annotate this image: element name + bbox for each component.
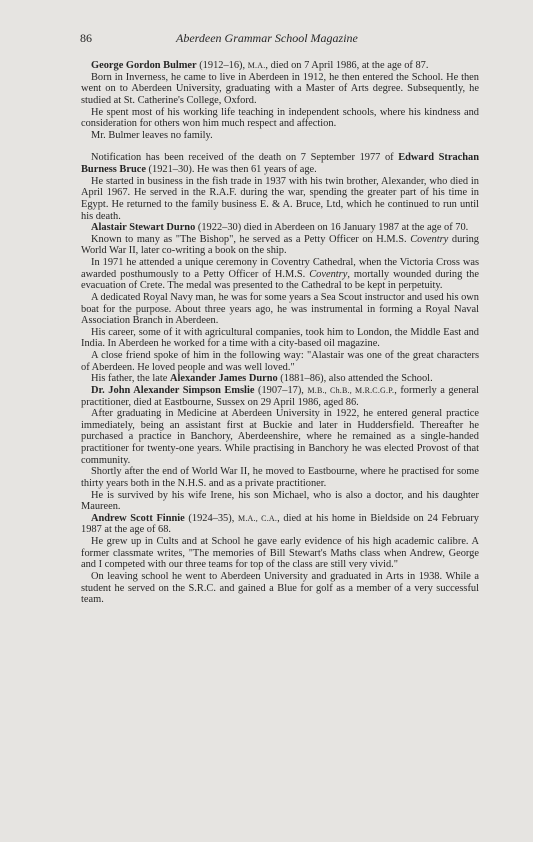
obituary-heading-bulmer: [81, 60, 479, 72]
page-header: [80, 31, 480, 45]
person-name: George Gordon Bulmer: [91, 60, 197, 71]
person-name: Dr. John Alexander Simpson Emslie: [91, 384, 255, 396]
obituary-text: , died on 7 April 1986, at the age of 87.: [265, 60, 429, 71]
paragraph: [81, 234, 479, 257]
obituary-heading-bruce: [81, 152, 479, 175]
paragraph: He started in business in the fish trade in 1937 with his twin brother, Alexander, who died in April 1967. He served in the R.A.F. during the war, spending the greater part of his time in Egypt. He returned to the family business E. & A. Bruce, Ltd, which he continued to run until his death.: [81, 175, 479, 222]
obituary-text: , died at his home in Bieldside on 24 February 1987 at the age of 68.: [81, 512, 479, 536]
degrees: M.B., Ch.B., M.R.C.G.P.: [307, 385, 395, 395]
paragraph: Born in Inverness, he came to live in Aberdeen in 1912, he then entered the School. He then went on to Aberdeen University, graduating with a Master of Arts degree. Subsequently, he studied at St. Catherine's College, Oxford.: [81, 71, 479, 106]
obituary-text: (1921–30). He was then 61 years of age.: [145, 164, 317, 175]
running-title: Aberdeen Grammar School Magazine: [176, 31, 358, 45]
obituary-heading-emslie: [81, 385, 479, 408]
article-body: [81, 60, 479, 606]
paragraph: [81, 373, 479, 385]
degrees: M.A., C.A.: [238, 513, 278, 523]
person-name: Andrew Scott Finnie: [91, 512, 185, 524]
paragraph: His career, some of it with agricultural companies, took him to London, the Middle East and India. In Aberdeen he worked for a time with a city-based oil magazine.: [81, 326, 479, 350]
paragraph: A close friend spoke of him in the following way: "Alastair was one of the great characters of Aberdeen. He loved people and was well loved.": [81, 350, 479, 373]
paragraph-text: Known to many as "The Bishop", he served as a Petty Officer on H.M.S.: [91, 233, 411, 245]
paragraph: After graduating in Medicine at Aberdeen University in 1922, he entered general practice immediately, being an assistant first at Buckie and later in Huddersfield. Thereafter he purchased a practice in Banchory, Aberdeenshire, where he remained as a single-handed practitioner for twenty-one years. While practising in Banchory he was elected Provost of that community.: [81, 408, 479, 466]
obituary-heading-durno: [81, 222, 479, 234]
paragraph-text: In 1971 he attended a unique ceremony in Coventry Cathedral, when the Victoria Cross was awarded posthumously to a Petty Officer of H.M.S.: [81, 257, 479, 280]
paragraph-text: during World War II, later co-writing a book on the ship.: [81, 233, 479, 257]
ship-name: Coventry: [309, 268, 348, 280]
paragraph-text: His father, the late: [91, 373, 170, 385]
person-name: Alexander James Durno: [169, 373, 278, 385]
paragraph: [81, 257, 479, 292]
paragraph: On leaving school he went to Aberdeen University and graduated in Arts in 1938. While a student he served on the S.R.C. and gained a Blue for golf as a member of a very successful team.: [81, 570, 479, 606]
obituary-text: (1922–30) died in Aberdeen on 16 January 1987 at the age of 70.: [195, 222, 469, 234]
paragraph: Mr. Bulmer leaves no family.: [91, 129, 213, 141]
obituary-text: , formerly a general practitioner, died at Eastbourne, Sussex on 29 April 1986, aged 86.: [81, 384, 479, 408]
degree: M.A.: [247, 61, 266, 70]
paragraph: He is survived by his wife Irene, his son Michael, who is also a doctor, and his daughter Maureen.: [81, 489, 479, 513]
paragraph: Shortly after the end of World War II, he moved to Eastbourne, where he practised for some thirty years both in the N.H.S. and as a private practitioner.: [81, 466, 479, 489]
paragraph-text: , mortally wounded during the evacuation of Crete. The medal was presented to the Cathedral to be kept in perpetuity.: [81, 268, 479, 292]
page-number: 86: [80, 31, 92, 45]
obituary-heading-finnie: [81, 513, 479, 536]
obituary-text: Notification has been received of the death on 7 September 1977 of: [91, 152, 399, 164]
paragraph: He grew up in Cults and at School he gave early evidence of his high academic calibre. A former classmate writes, "The memories of Bill Stewart's Maths class when Andrew, George and I competed with our three teams for top of the class are still very vivid.": [81, 536, 479, 571]
years: (1907–17),: [254, 384, 308, 396]
ship-name: Coventry: [410, 233, 449, 245]
person-name: Alastair Stewart Durno: [91, 222, 196, 234]
years: (1912–16),: [196, 60, 248, 71]
years: (1924–35),: [184, 512, 238, 524]
paragraph-text: (1881–86), also attended the School.: [277, 373, 433, 385]
person-name: Edward Strachan Burness Bruce: [81, 152, 479, 175]
paragraph: A dedicated Royal Navy man, he was for some years a Sea Scout instructor and used his own boat for the purpose. About three years ago, he was instrumental in forming a Royal Naval Association Branch in Aberdeen.: [81, 291, 479, 327]
paragraph: He spent most of his working life teaching in independent schools, where his kindness and consideration for others won him much respect and affection.: [81, 106, 479, 130]
